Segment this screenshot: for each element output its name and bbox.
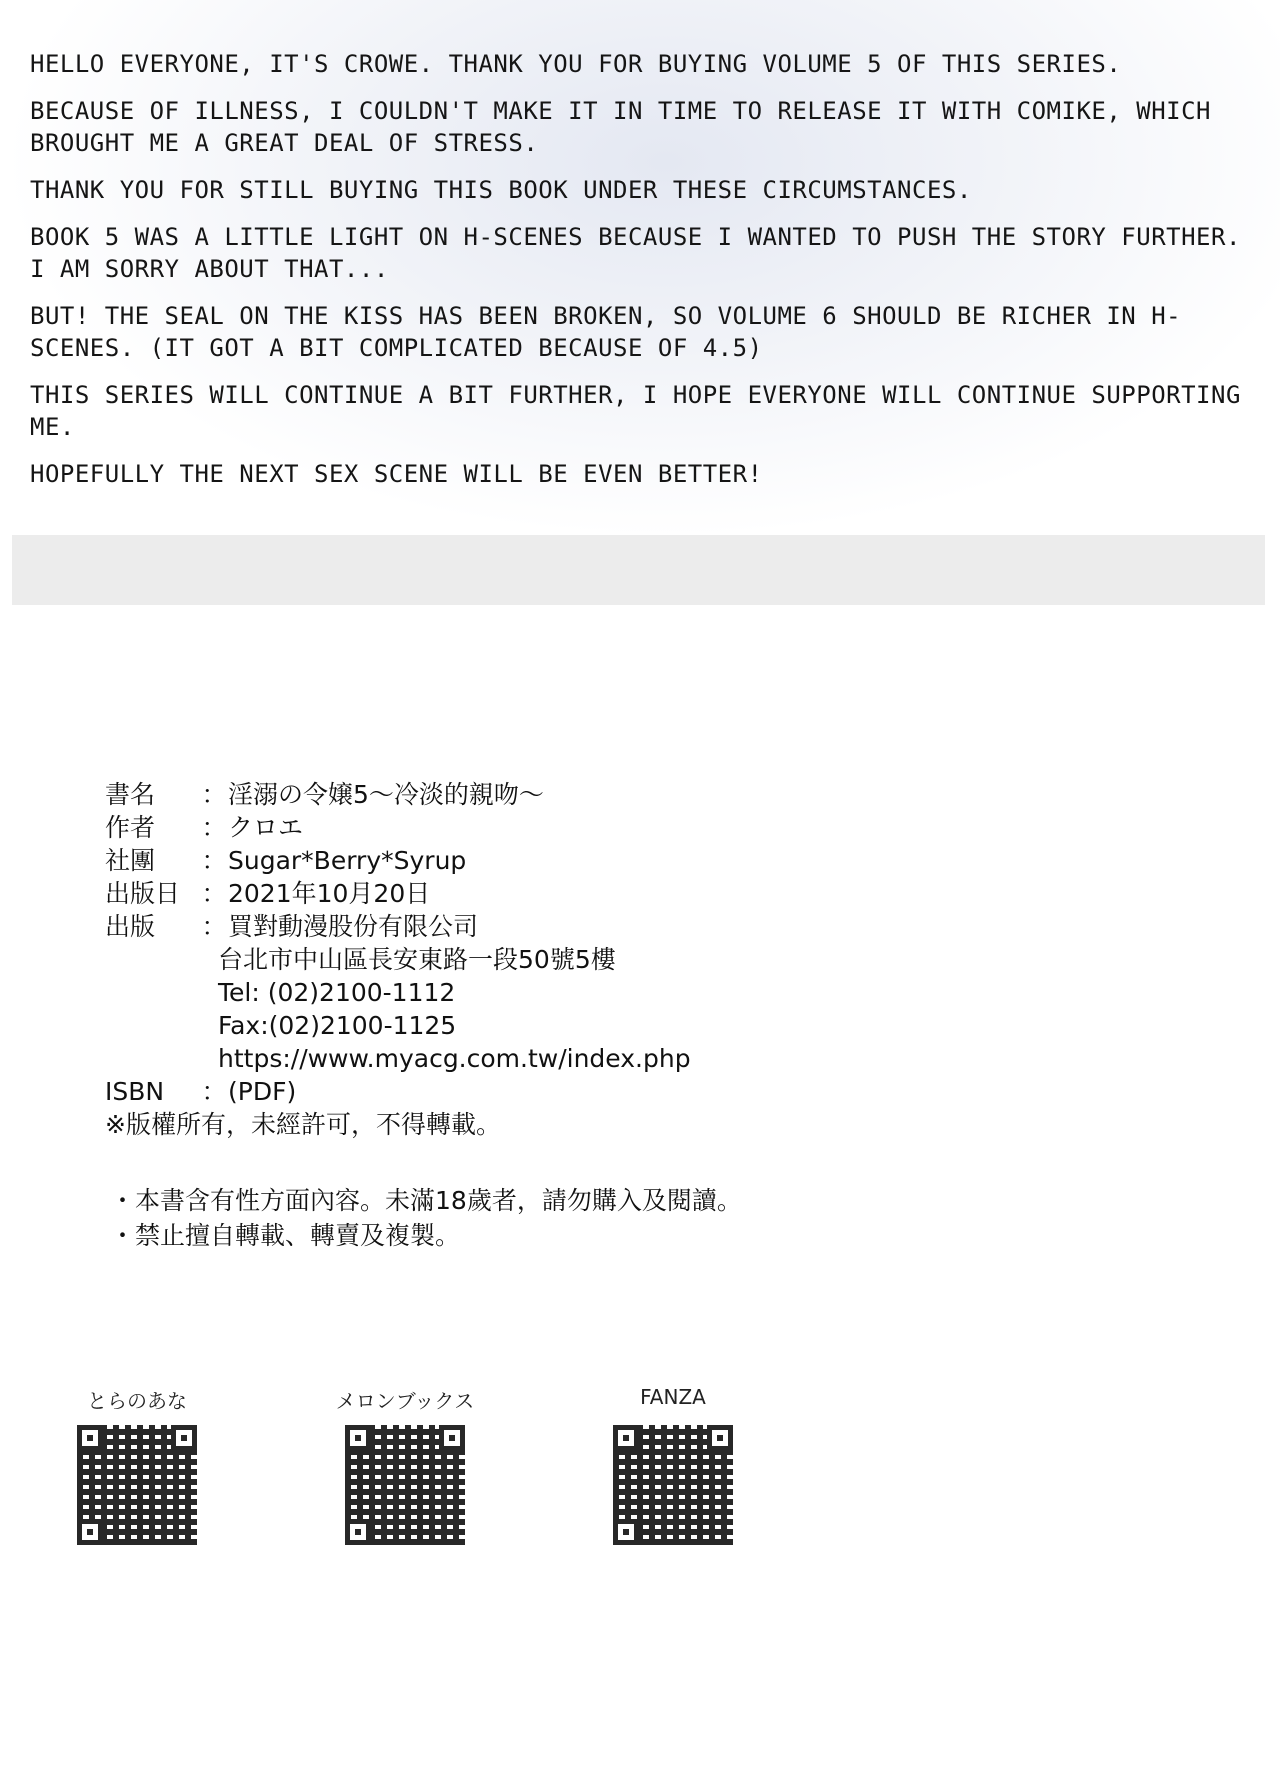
warnings <box>110 1183 742 1253</box>
qr-finder <box>345 1519 371 1545</box>
qr-finder <box>613 1425 639 1451</box>
publisher-label: 出版 <box>105 912 156 941</box>
qr-finder <box>77 1519 103 1545</box>
store-fanza[interactable] <box>598 1385 748 1545</box>
date-label: 出版日 <box>105 879 181 908</box>
afterword-paragraph: BECAUSE OF ILLNESS, I COULDN'T MAKE IT IN TIME TO RELEASE IT WITH COMIKE, WHICH BROUGHT ME A GREAT DEAL OF STRESS. <box>30 97 1211 157</box>
publisher-url[interactable]: https://www.myacg.com.tw/index.php <box>218 1044 691 1073</box>
title-value: 淫溺の令嬢5～冷淡的親吻～ <box>228 780 544 809</box>
qr-code-icon[interactable] <box>613 1425 733 1545</box>
separator: ： <box>201 1077 227 1106</box>
qr-finder <box>707 1425 733 1451</box>
title-label: 書名 <box>105 780 156 809</box>
qr-finder <box>613 1519 639 1545</box>
colophon-row-author <box>105 811 1005 844</box>
colophon-row-date <box>105 877 1005 910</box>
publisher-address: 台北市中山區長安東路一段50號5樓 <box>218 945 616 974</box>
author-label: 作者 <box>105 813 156 842</box>
colophon-row-circle <box>105 844 1005 877</box>
publisher-fax: Fax:(02)2100-1125 <box>218 1011 457 1040</box>
afterword-paragraph: BUT! THE SEAL ON THE KISS HAS BEEN BROKEN, SO VOLUME 6 SHOULD BE RICHER IN H-SCENES. (IT GOT A BIT COMPLICATED BECAUSE OF 4.5) <box>30 302 1182 362</box>
store-label: とらのあな <box>87 1389 187 1413</box>
qr-finder <box>439 1425 465 1451</box>
colophon-row-isbn <box>105 1075 1005 1108</box>
qr-code-icon[interactable] <box>77 1425 197 1545</box>
author-value: クロエ <box>228 813 304 842</box>
colophon <box>105 778 1005 1141</box>
afterword-paragraph: HOPEFULLY THE NEXT SEX SCENE WILL BE EVEN BETTER! <box>30 460 763 488</box>
separator: ： <box>201 879 227 908</box>
qr-finder <box>345 1425 371 1451</box>
isbn-label: ISBN <box>105 1077 165 1106</box>
afterword-text <box>30 48 1250 505</box>
isbn-value: (PDF) <box>228 1077 297 1106</box>
separator: ： <box>201 813 227 842</box>
divider-band <box>12 535 1265 605</box>
warning-no-reproduction: ・禁止擅自轉載、轉賣及複製。 <box>110 1221 461 1250</box>
separator: ： <box>201 912 227 941</box>
colophon-row-title <box>105 778 1005 811</box>
date-value: 2021年10月20日 <box>228 879 431 908</box>
store-melonbooks[interactable] <box>330 1385 480 1545</box>
store-toranoana[interactable] <box>62 1385 212 1545</box>
circle-label: 社團 <box>105 846 156 875</box>
colophon-row-publisher <box>105 910 1005 943</box>
afterword-paragraph: HELLO EVERYONE, IT'S CROWE. THANK YOU FOR BUYING VOLUME 5 OF THIS SERIES. <box>30 50 1122 78</box>
afterword-paragraph: BOOK 5 WAS A LITTLE LIGHT ON H-SCENES BECAUSE I WANTED TO PUSH THE STORY FURTHER. I AM SORRY ABOUT THAT... <box>30 223 1241 283</box>
publisher-value: 買對動漫股份有限公司 <box>228 912 479 941</box>
circle-value: Sugar*Berry*Syrup <box>228 846 467 875</box>
qr-code-icon[interactable] <box>345 1425 465 1545</box>
afterword-paragraph: THANK YOU FOR STILL BUYING THIS BOOK UNDER THESE CIRCUMSTANCES. <box>30 176 972 204</box>
store-label: FANZA <box>640 1385 706 1409</box>
separator: ： <box>201 846 227 875</box>
warning-adult-content: ・本書含有性方面內容。未滿18歲者，請勿購入及閱讀。 <box>110 1186 742 1215</box>
qr-finder <box>171 1425 197 1451</box>
store-label: メロンブックス <box>335 1389 475 1413</box>
separator: ： <box>201 780 227 809</box>
qr-finder <box>77 1425 103 1451</box>
publisher-tel: Tel: (02)2100-1112 <box>218 978 456 1007</box>
copyright-notice: ※版權所有，未經許可，不得轉載。 <box>105 1110 501 1139</box>
afterword-paragraph: THIS SERIES WILL CONTINUE A BIT FURTHER, I HOPE EVERYONE WILL CONTINUE SUPPORTING ME. <box>30 381 1241 441</box>
